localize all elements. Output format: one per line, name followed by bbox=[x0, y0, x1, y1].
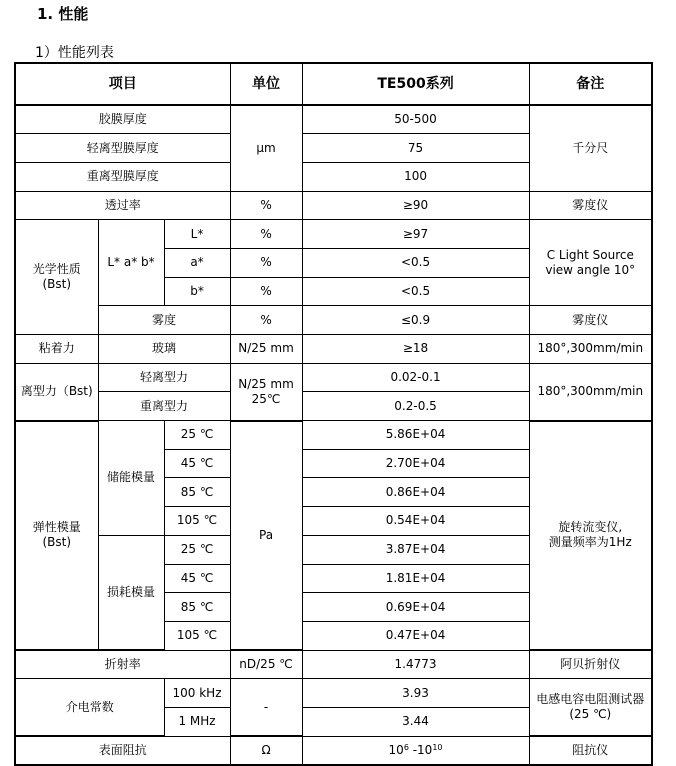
cell-dielectric-value: 3.44 bbox=[302, 707, 529, 736]
cell-optical-lab: L* a* b* bbox=[98, 220, 164, 306]
cell-film-thickness: 胶膜厚度 bbox=[15, 105, 230, 134]
cell-release-unit: N/25 mm 25℃ bbox=[230, 363, 302, 420]
cell-surface-note: 阻抗仪 bbox=[529, 736, 652, 765]
cell-film-note: 千分尺 bbox=[529, 105, 652, 191]
cell-film-unit: μm bbox=[230, 105, 302, 191]
cell-dielectric-unit: - bbox=[230, 679, 302, 736]
cell-refractive-value: 1.4773 bbox=[302, 650, 529, 679]
cell-temp: 85 ℃ bbox=[164, 478, 230, 507]
cell-release-force: 离型力（Bst) bbox=[15, 363, 98, 420]
surface-high-exp: 10 bbox=[432, 742, 443, 752]
cell-optical-a-unit: % bbox=[230, 248, 302, 277]
cell-surface-resistance: 表面阻抗 bbox=[15, 736, 230, 765]
table-row bbox=[15, 306, 652, 335]
table-row bbox=[15, 191, 652, 220]
cell-optical-b: b* bbox=[164, 277, 230, 306]
cell-storage-modulus: 储能模量 bbox=[98, 421, 164, 536]
table-row bbox=[15, 736, 652, 765]
cell-release-note: 180°,300mm/min bbox=[529, 363, 652, 420]
table-row bbox=[15, 650, 652, 679]
cell-optical-l-value: ≥97 bbox=[302, 220, 529, 249]
cell-adhesion: 粘着力 bbox=[15, 335, 98, 364]
header-item: 项目 bbox=[15, 63, 230, 105]
table-row bbox=[15, 421, 652, 450]
cell-heavy-release-thickness: 重离型膜厚度 bbox=[15, 162, 230, 191]
cell-transmittance: 透过率 bbox=[15, 191, 230, 220]
cell-temp: 25 ℃ bbox=[164, 421, 230, 450]
cell-adhesion-sub: 玻璃 bbox=[98, 335, 230, 364]
cell-surface-unit: Ω bbox=[230, 736, 302, 765]
cell-temp: 25 ℃ bbox=[164, 535, 230, 564]
cell-transmittance-note: 雾度仪 bbox=[529, 191, 652, 220]
header-series: TE500系列 bbox=[302, 63, 529, 105]
cell-modulus-value: 1.81E+04 bbox=[302, 564, 529, 593]
table-row bbox=[15, 363, 652, 392]
cell-haze-unit: % bbox=[230, 306, 302, 335]
cell-modulus-unit: Pa bbox=[230, 421, 302, 651]
table-header-row bbox=[15, 63, 652, 105]
cell-temp: 105 ℃ bbox=[164, 507, 230, 536]
cell-loss-modulus: 损耗模量 bbox=[98, 535, 164, 650]
surface-low-base: 10 bbox=[388, 742, 404, 757]
cell-modulus-value: 0.54E+04 bbox=[302, 507, 529, 536]
cell-haze-value: ≤0.9 bbox=[302, 306, 529, 335]
table-row bbox=[15, 679, 652, 708]
cell-refractive-index: 折射率 bbox=[15, 650, 230, 679]
cell-modulus-value: 0.47E+04 bbox=[302, 621, 529, 650]
cell-heavy-release-value: 100 bbox=[302, 162, 529, 191]
cell-transmittance-value: ≥90 bbox=[302, 191, 529, 220]
cell-modulus-value: 0.69E+04 bbox=[302, 593, 529, 622]
cell-heavy-release-force-value: 0.2-0.5 bbox=[302, 392, 529, 421]
section-title: 1. 性能 bbox=[37, 5, 89, 23]
cell-temp: 45 ℃ bbox=[164, 564, 230, 593]
cell-temp: 105 ℃ bbox=[164, 621, 230, 650]
cell-transmittance-unit: % bbox=[230, 191, 302, 220]
cell-temp: 45 ℃ bbox=[164, 449, 230, 478]
cell-adhesion-unit: N/25 mm bbox=[230, 335, 302, 364]
cell-light-release-value: 75 bbox=[302, 134, 529, 163]
surface-low-exp: 6 bbox=[403, 742, 409, 752]
cell-temp: 85 ℃ bbox=[164, 593, 230, 622]
cell-optical-a: a* bbox=[164, 248, 230, 277]
performance-table bbox=[14, 62, 653, 766]
cell-optical-group: 光学性质 (Bst) bbox=[15, 220, 98, 335]
surface-sep: -10 bbox=[408, 742, 433, 757]
cell-light-release-force: 轻离型力 bbox=[98, 363, 230, 392]
cell-modulus-value: 5.86E+04 bbox=[302, 421, 529, 450]
cell-modulus-note: 旋转流变仪, 测量频率为1Hz bbox=[529, 421, 652, 651]
cell-adhesion-value: ≥18 bbox=[302, 335, 529, 364]
cell-modulus-value: 2.70E+04 bbox=[302, 449, 529, 478]
table-row bbox=[15, 335, 652, 364]
cell-optical-l: L* bbox=[164, 220, 230, 249]
header-unit: 单位 bbox=[230, 63, 302, 105]
cell-optical-l-unit: % bbox=[230, 220, 302, 249]
cell-surface-value bbox=[302, 736, 529, 765]
cell-optical-b-value: <0.5 bbox=[302, 277, 529, 306]
cell-freq: 100 kHz bbox=[164, 679, 230, 708]
cell-modulus-value: 3.87E+04 bbox=[302, 535, 529, 564]
cell-optical-a-value: <0.5 bbox=[302, 248, 529, 277]
table-row bbox=[15, 105, 652, 134]
cell-freq: 1 MHz bbox=[164, 707, 230, 736]
cell-modulus-value: 0.86E+04 bbox=[302, 478, 529, 507]
table-row bbox=[15, 220, 652, 249]
cell-optical-note: C Light Source view angle 10° bbox=[529, 220, 652, 306]
cell-haze-note: 雾度仪 bbox=[529, 306, 652, 335]
cell-light-release-force-value: 0.02-0.1 bbox=[302, 363, 529, 392]
cell-haze: 雾度 bbox=[98, 306, 230, 335]
subsection-title: 1）性能列表 bbox=[35, 45, 114, 61]
cell-optical-b-unit: % bbox=[230, 277, 302, 306]
cell-modulus: 弹性模量 (Bst) bbox=[15, 421, 98, 651]
cell-dielectric-note: 电感电容电阻测试器 (25 ℃) bbox=[529, 679, 652, 736]
cell-adhesion-note: 180°,300mm/min bbox=[529, 335, 652, 364]
cell-refractive-unit: nD/25 ℃ bbox=[230, 650, 302, 679]
header-note: 备注 bbox=[529, 63, 652, 105]
cell-heavy-release-force: 重离型力 bbox=[98, 392, 230, 421]
cell-light-release-thickness: 轻离型膜厚度 bbox=[15, 134, 230, 163]
cell-film-value: 50-500 bbox=[302, 105, 529, 134]
cell-refractive-note: 阿贝折射仪 bbox=[529, 650, 652, 679]
cell-dielectric-value: 3.93 bbox=[302, 679, 529, 708]
cell-dielectric: 介电常数 bbox=[15, 679, 164, 736]
